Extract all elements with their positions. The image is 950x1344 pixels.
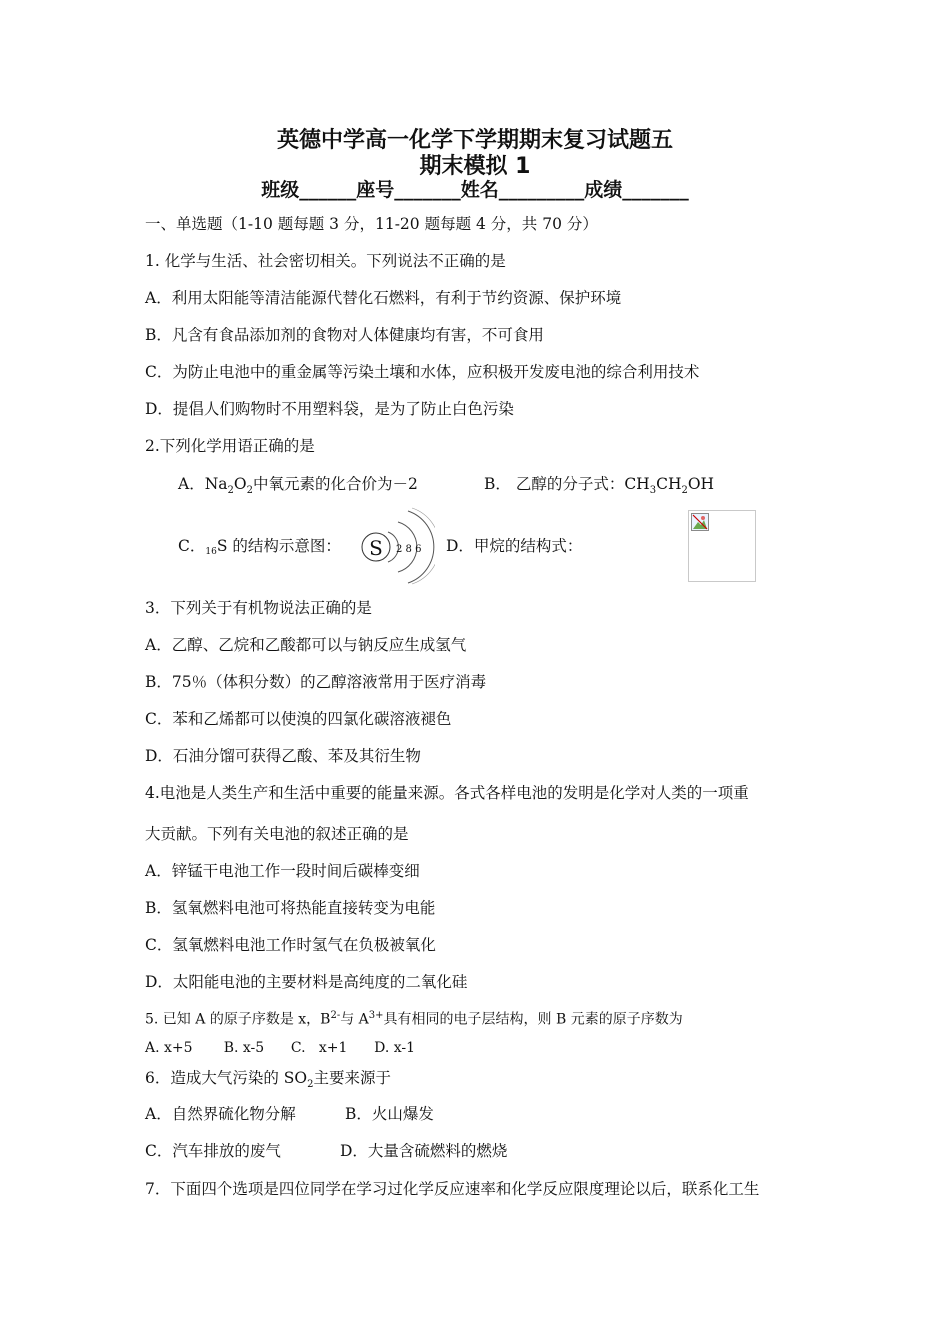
q6-options-cd: C．汽车排放的废气 D．大量含硫燃料的燃烧	[145, 1142, 508, 1160]
q2-option-c: C．16S 的结构示意图：	[178, 537, 341, 557]
q4-option-a: A．锌锰干电池工作一段时间后碳棒变细	[145, 862, 420, 880]
q4-option-c: C．氢氧燃料电池工作时氢气在负极被氧化	[145, 936, 436, 954]
q5-stem: 5. 已知 A 的原子序数是 x，$B^{2-}$与 $A^{3+}$具有相同的电子层结构，则 B 元素的原子序数为	[145, 1010, 683, 1028]
q3-stem: 3．下列关于有机物说法正确的是	[145, 599, 372, 617]
q6-stem: 6．造成大气污染的 $SO_2$主要来源于	[145, 1069, 392, 1091]
q2-option-d: D．甲烷的结构式：	[446, 537, 583, 555]
q1-option-b: B．凡含有食品添加剂的食物对人体健康均有害，不可食用	[145, 326, 544, 344]
broken-image-icon	[691, 513, 709, 531]
atom-shells: 2 8 6	[396, 544, 422, 555]
q6-options-ab: A．自然界硫化物分解 B．火山爆发	[145, 1105, 434, 1123]
q5-options: A. x+5 B. x-5 C. x+1 D. x-1	[145, 1040, 416, 1056]
q2-option-a: A．$Na_2O_2$中氧元素的化合价为－2	[178, 475, 418, 497]
page-title: 英德中学高一化学下学期期末复习试题五	[276, 128, 673, 153]
q1-option-a: A．利用太阳能等清洁能源代替化石燃料，有利于节约资源、保护环境	[145, 289, 622, 307]
q3-option-b: B．75％（体积分数）的乙醇溶液常用于医疗消毒	[145, 673, 487, 691]
page-subtitle: 期末模拟 1	[419, 154, 531, 179]
q1-option-d: D．提倡人们购物时不用塑料袋，是为了防止白色污染	[145, 400, 514, 418]
methane-structure-image	[688, 510, 756, 582]
q3-option-a: A．乙醇、乙烷和乙酸都可以与钠反应生成氢气	[145, 636, 467, 654]
student-info-line: 班级______座号_______姓名_________成绩_______	[261, 179, 689, 201]
sulfur-atom-diagram	[340, 505, 435, 585]
q1-stem: 1. 化学与生活、社会密切相关。下列说法不正确的是	[145, 252, 506, 270]
q3-option-d: D．石油分馏可获得乙酸、苯及其衍生物	[145, 747, 421, 765]
q1-option-c: C．为防止电池中的重金属等污染土壤和水体，应积极开发废电池的综合利用技术	[145, 363, 700, 381]
atom-symbol: S	[369, 536, 383, 560]
q3-option-c: C．苯和乙烯都可以使溴的四氯化碳溶液褪色	[145, 710, 452, 728]
q4-option-b: B．氢氧燃料电池可将热能直接转变为电能	[145, 899, 436, 917]
q4-stem-line2: 大贡献。下列有关电池的叙述正确的是	[145, 825, 409, 843]
q7-stem: 7．下面四个选项是四位同学在学习过化学反应速率和化学反应限度理论以后，联系化工生	[145, 1180, 760, 1198]
q2-stem: 2.下列化学用语正确的是	[145, 437, 315, 455]
q4-option-d: D．太阳能电池的主要材料是高纯度的二氧化硅	[145, 973, 468, 991]
q4-stem-line1: 4.电池是人类生产和生活中重要的能量来源。各式各样电池的发明是化学对人类的一项重	[145, 784, 749, 802]
section-heading: 一、单选题（1-10 题每题 3 分，11-20 题每题 4 分，共 70 分）	[145, 215, 598, 233]
q2-option-b: B． 乙醇的分子式：$CH_3CH_2OH$	[484, 475, 715, 497]
